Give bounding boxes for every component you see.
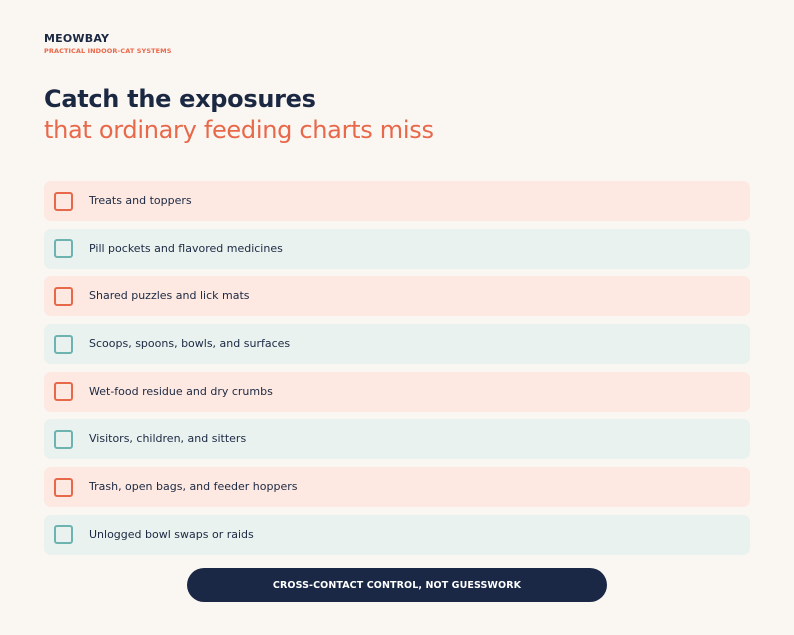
checkbox[interactable] xyxy=(54,430,73,449)
checklist-item-label: Pill pockets and flavored medicines xyxy=(89,241,283,255)
checklist-item[interactable] xyxy=(44,276,750,316)
checklist-item[interactable] xyxy=(44,467,750,507)
checklist-item[interactable] xyxy=(44,515,750,555)
checklist-item[interactable] xyxy=(44,324,750,364)
checklist-item-label: Treats and toppers xyxy=(89,194,192,207)
headline-line-1: Catch the exposures xyxy=(44,85,316,113)
checklist-item-label: Wet-food residue and dry crumbs xyxy=(89,384,273,398)
checkbox[interactable] xyxy=(54,335,73,354)
brand-block xyxy=(44,32,172,55)
headline-line-2: that ordinary feeding charts miss xyxy=(44,116,434,144)
checkbox[interactable] xyxy=(54,478,73,497)
checkbox[interactable] xyxy=(54,382,73,401)
cross-contact-control-button[interactable]: CROSS-CONTACT CONTROL, NOT GUESSWORK xyxy=(187,568,607,602)
checklist-item-label: Visitors, children, and sitters xyxy=(89,432,247,446)
brand-tagline: PRACTICAL INDOOR-CAT SYSTEMS xyxy=(44,47,172,55)
checklist-item-label: Trash, open bags, and feeder hoppers xyxy=(89,480,298,494)
page-title xyxy=(44,84,434,146)
checklist-item[interactable] xyxy=(44,372,750,412)
checklist-item[interactable] xyxy=(44,419,750,459)
checkbox[interactable] xyxy=(54,525,73,544)
checklist-item-label: Scoops, spoons, bowls, and surfaces xyxy=(89,337,291,351)
checkbox[interactable] xyxy=(54,287,73,306)
checklist-item[interactable] xyxy=(44,229,750,269)
checkbox[interactable] xyxy=(54,239,73,258)
exposure-checklist xyxy=(44,181,750,563)
checklist-item-label: Shared puzzles and lick mats xyxy=(89,289,250,303)
checklist-item[interactable] xyxy=(44,181,750,221)
brand-name: MEOWBAY xyxy=(44,32,110,45)
checklist-item-label: Unlogged bowl swaps or raids xyxy=(89,527,254,541)
checkbox[interactable] xyxy=(54,192,73,211)
